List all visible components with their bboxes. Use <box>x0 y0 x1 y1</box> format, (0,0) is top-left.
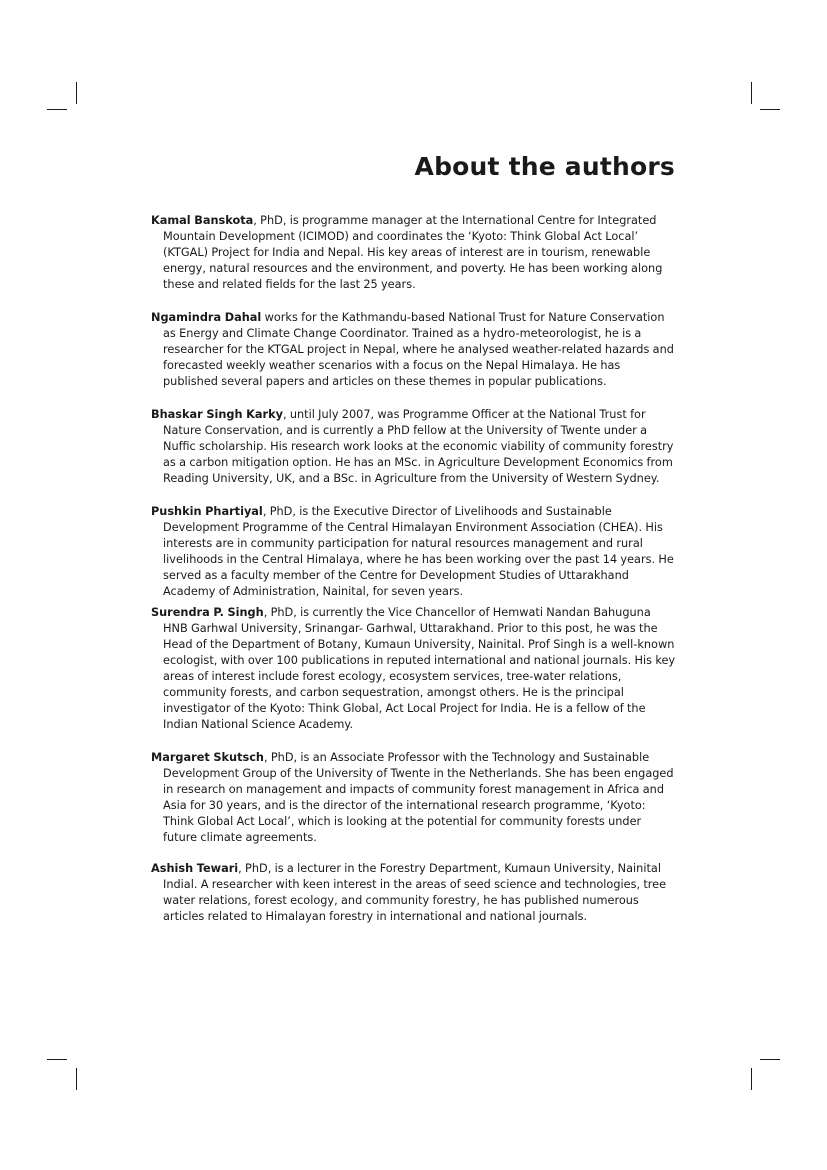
crop-mark-bottom-left-vertical <box>76 1068 77 1090</box>
crop-mark-top-left-horizontal <box>47 109 67 110</box>
crop-mark-bottom-right-vertical <box>751 1068 752 1090</box>
author-name: Bhaskar Singh Karky <box>151 408 283 421</box>
author-bio-tewari <box>151 861 678 925</box>
author-bio-text: , PhD, is a lecturer in the Forestry Department, Kumaun University, Nainital Indial. A researcher with keen interest in the areas of seed science and technologies, tree water relations, forest ecology, and community forestry, he has published numerous articles related to Himalayan forestry in international and national journals. <box>163 862 667 923</box>
author-name: Ngamindra Dahal <box>151 311 262 324</box>
crop-mark-top-left-vertical <box>76 82 77 104</box>
crop-mark-top-right-vertical <box>751 82 752 104</box>
author-bio-text: , PhD, is the Executive Director of Livelihoods and Sustainable Development Programme of the Central Himalayan Environment Association (CHEA). His interests are in community participation for natural resources management and rural livelihoods in the Central Himalaya, where he has been working over the past 14 years. He served as a faculty member of the Centre for Development Studies of Uttarakhand Academy of Administration, Nainital, for seven years. <box>163 505 674 598</box>
author-bio-skutsch <box>151 750 678 846</box>
author-name: Pushkin Phartiyal <box>151 505 263 518</box>
page-title: About the authors <box>414 152 675 181</box>
author-name: Surendra P. Singh <box>151 606 264 619</box>
crop-mark-bottom-right-horizontal <box>760 1059 780 1060</box>
author-bio-phartiyal <box>151 504 678 600</box>
crop-mark-top-right-horizontal <box>760 109 780 110</box>
author-bio-banskota <box>151 213 678 293</box>
author-bio-singh <box>151 605 678 733</box>
author-bios <box>151 213 678 925</box>
crop-mark-bottom-left-horizontal <box>47 1059 67 1060</box>
author-bio-dahal <box>151 310 678 390</box>
author-bio-text: , PhD, is an Associate Professor with the Technology and Sustainable Development Group of the University of Twente in the Netherlands. She has been engaged in research on management and impacts of community forest management in Africa and Asia for 30 years, and is the director of the international research programme, ‘Kyoto: Think Global Act Local’, which is looking at the potential for community forests under future climate agreements. <box>163 751 674 844</box>
author-bio-karky <box>151 407 678 487</box>
author-bio-text: works for the Kathmandu-based National Trust for Nature Conservation as Energy and Climate Change Coordinator. Trained as a hydro-meteorologist, he is a researcher for the KTGAL project in Nepal, where he analysed weather-related hazards and forecasted weekly weather scenarios with a focus on the Nepal Himalaya. He has published several papers and articles on these themes in popular publications. <box>163 311 674 388</box>
author-name: Ashish Tewari <box>151 862 239 875</box>
author-bio-text: , until July 2007, was Programme Officer at the National Trust for Nature Conservation, and is currently a PhD fellow at the University of Twente under a Nuffic scholarship. His research work looks at the economic viability of community forestry as a carbon mitigation option. He has an MSc. in Agriculture Development Economics from Reading University, UK, and a BSc. in Agriculture from the University of Western Sydney. <box>163 408 674 485</box>
author-bio-text: , PhD, is programme manager at the International Centre for Integrated Mountain Development (ICIMOD) and coordinates the ‘Kyoto: Think Global Act Local’ (KTGAL) Project for India and Nepal. His key areas of interest are in tourism, renewable energy, natural resources and the environment, and poverty. He has been working along these and related fields for the last 25 years. <box>163 214 663 291</box>
author-bio-text: , PhD, is currently the Vice Chancellor of Hemwati Nandan Bahuguna HNB Garhwal University, Srinangar- Garhwal, Uttarakhand. Prior to this post, he was the Head of the Department of Botany, Kumaun University, Nainital. Prof Singh is a well-known ecologist, with over 100 publications in reputed international and national journals. His key areas of interest include forest ecology, ecosystem services, tree-water relations, community forests, and carbon sequestration, amongst others. He is the principal investigator of the Kyoto: Think Global, Act Local Project for India. He is a fellow of the Indian National Science Academy. <box>163 606 676 731</box>
author-name: Margaret Skutsch <box>151 751 264 764</box>
author-name: Kamal Banskota <box>151 214 254 227</box>
